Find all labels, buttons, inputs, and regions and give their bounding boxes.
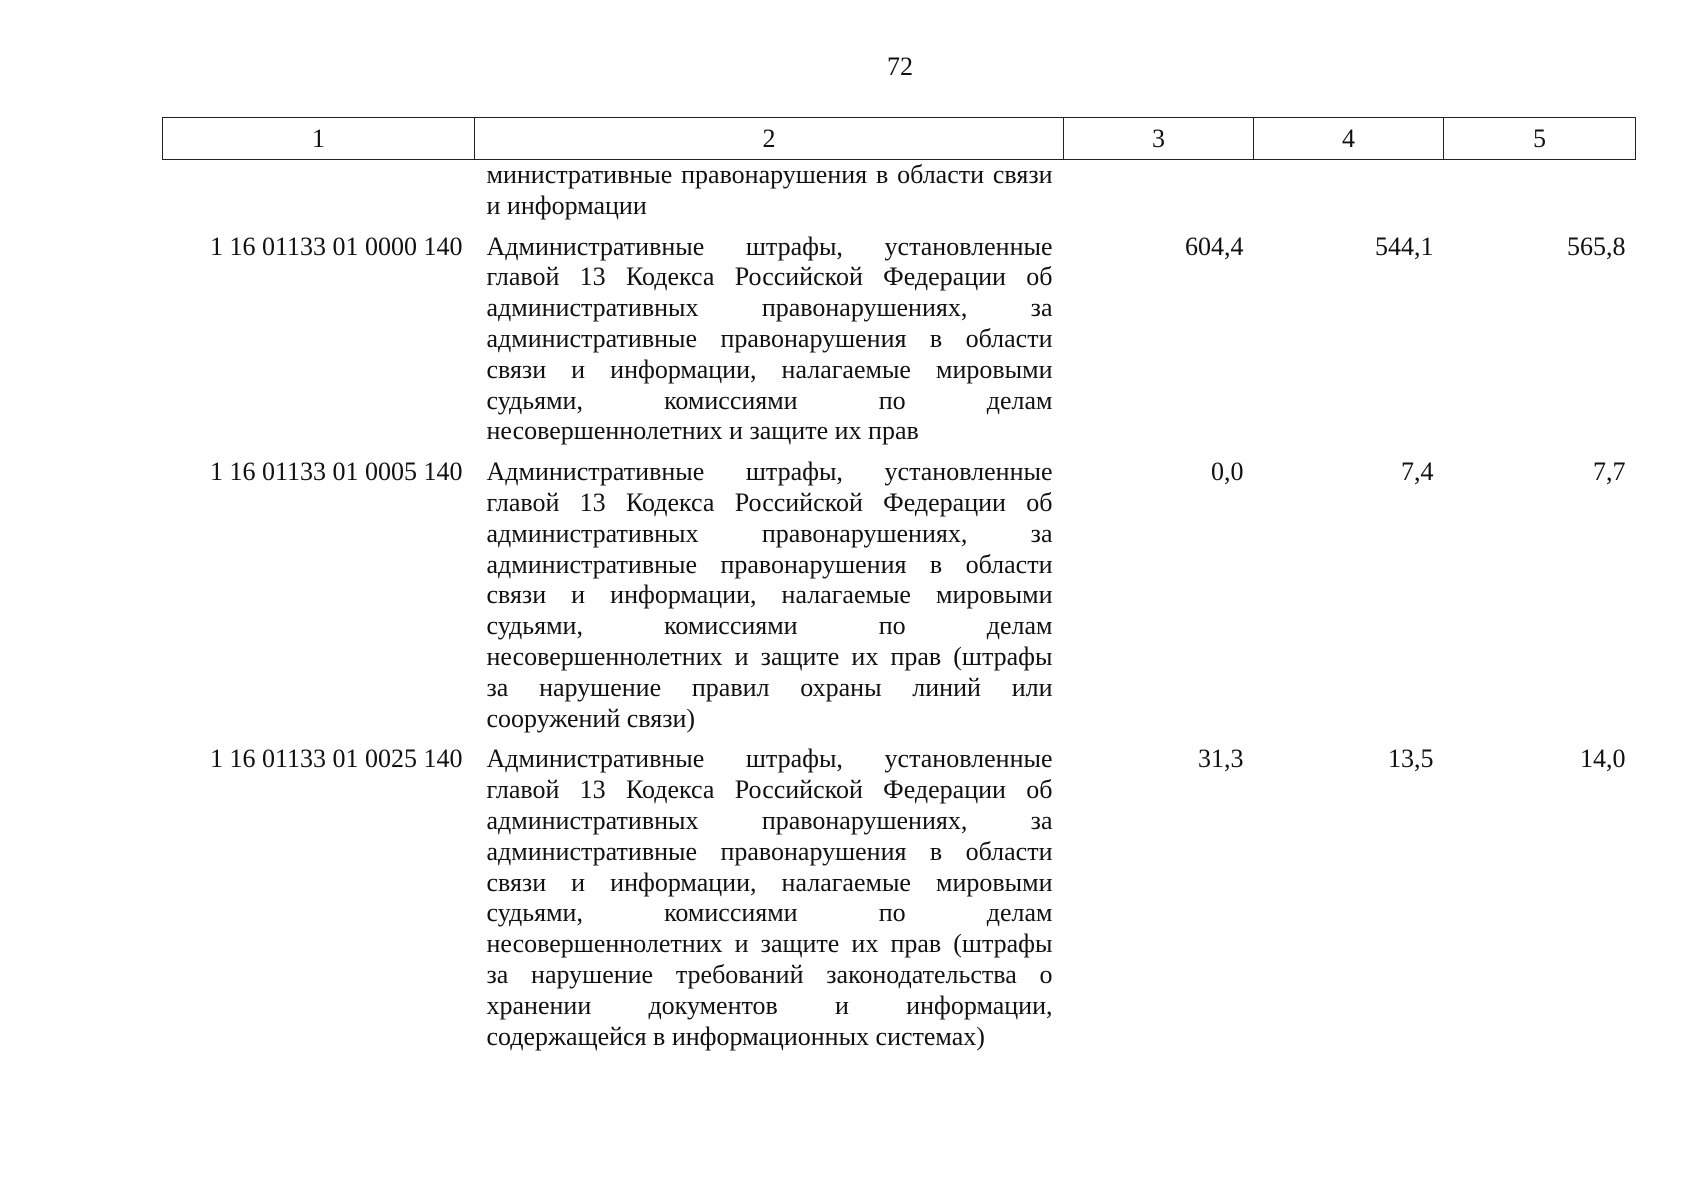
row-code: 1 16 01133 01 0005 140 (209, 457, 463, 487)
continuation-col4 (1254, 160, 1444, 232)
row-value-col3: 0,0 (1211, 457, 1244, 487)
continuation-row (163, 160, 1636, 232)
header-col-3: 3 (1064, 118, 1254, 160)
table-row (163, 744, 1636, 1062)
row-code: 1 16 01133 01 0025 140 (209, 744, 463, 774)
page-number: 72 (887, 52, 913, 81)
row-name: Административные штрафы, установленные главой 13 Кодекса Российской Федерации об административных правонарушениях, за административные правонарушения в области связи и информации, налагаемые мировыми судьями, комиссиями по делам несовершеннолетних и защите их прав (486, 231, 1053, 446)
row-value-col4: 13,5 (1388, 744, 1434, 774)
row-value-col4: 544,1 (1375, 231, 1434, 261)
header-row (163, 118, 1636, 160)
table-header (163, 118, 1636, 160)
header-col-2: 2 (475, 118, 1064, 160)
row-name: Административные штрафы, установленные главой 13 Кодекса Российской Федерации об административных правонарушениях, за административные правонарушения в области связи и информации, налагаемые мировыми судьями, комиссиями по делам несовершеннолетних и защите их прав (штрафы за нарушение правил охраны линий или сооружений связи) (486, 457, 1053, 733)
row-value-col4: 7,4 (1401, 457, 1434, 487)
continuation-text: министративные правонарушения в области связи и информации (486, 160, 1053, 220)
continuation-col5 (1444, 160, 1636, 232)
row-value-col3: 31,3 (1198, 744, 1244, 774)
table-row (163, 232, 1636, 458)
row-code: 1 16 01133 01 0000 140 (209, 231, 463, 261)
row-value-col5: 7,7 (1593, 457, 1626, 487)
row-value-col5: 565,8 (1567, 231, 1626, 261)
table-body (163, 160, 1636, 1063)
header-col-5: 5 (1444, 118, 1636, 160)
row-name: Административные штрафы, установленные главой 13 Кодекса Российской Федерации об административных правонарушениях, за административные правонарушения в области связи и информации, налагаемые мировыми судьями, комиссиями по делам несовершеннолетних и защите их прав (штрафы за нарушение требований законодательства о хранении документов и информации, содержащейся в информационных системах) (486, 744, 1053, 1051)
row-value-col5: 14,0 (1580, 744, 1626, 774)
header-col-1: 1 (163, 118, 475, 160)
continuation-code-cell (163, 160, 475, 232)
budget-table (162, 117, 1636, 1062)
continuation-col3 (1064, 160, 1254, 232)
header-col-4: 4 (1254, 118, 1444, 160)
table-row (163, 457, 1636, 744)
row-value-col3: 604,4 (1185, 231, 1244, 261)
